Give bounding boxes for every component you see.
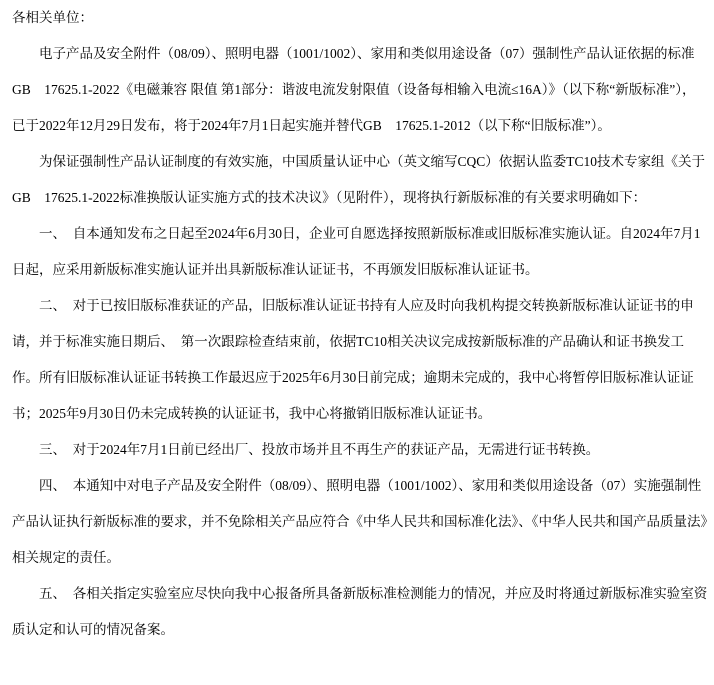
paragraph-item-2: 二、 对于已按旧版标准获证的产品，旧版标准认证证书持有人应及时向我机构提交转换新版标准认证证书的申请，并于标准实施日期后、 第一次跟踪检查结束前，依据TC10相关决议完成按新版标准的产品确认和证书换发工作。所有旧版标准认证证书转换工作最迟应于2025年6月30日前完成；逾期未完成的，我中心将暂停旧版标准认证证书；2025年9月30日仍未完成转换的认证证书，我中心将撤销旧版标准认证证书。 [12, 298, 694, 421]
paragraph-implementation-intro: 为保证强制性产品认证制度的有效实施，中国质量认证中心（英文缩写CQC）依据认监委TC10技术专家组《关于GB 17625.1-2022标准换版认证实施方式的技术决议》（见附件），现将执行新版标准的有关要求明确如下： [12, 154, 706, 205]
paragraph-standard-announcement: 电子产品及安全附件（08/09）、照明电器（1001/1002）、家用和类似用途设备（07）强制性产品认证依据的标准GB 17625.1-2022《电磁兼容 限值 第1部分：谐波电流发射限值（设备每相输入电流≤16A）》（以下称“新版标准”），已于2022年12月29日发布，将于2024年7月1日起实施并替代GB 17625.1-2012（以下称“旧版标准”）。 [12, 46, 696, 133]
paragraph-item-4: 四、 本通知中对电子产品及安全附件（08/09）、照明电器（1001/1002）、家用和类似用途设备（07）实施强制性产品认证执行新版标准的要求，并不免除相关产品应符合《中华人民共和国标准化法》、《中华人民共和国产品质量法》相关规定的责任。 [12, 478, 708, 565]
paragraph-item-5: 五、 各相关指定实验室应尽快向我中心报备所具备新版标准检测能力的情况，并应及时将通过新版标准实验室资质认定和认可的情况备案。 [12, 586, 708, 637]
salutation: 各相关单位： [12, 10, 93, 25]
paragraph-item-3: 三、 对于2024年7月1日前已经出厂、投放市场并且不再生产的获证产品，无需进行证书转换。 [39, 442, 600, 457]
paragraph-item-1: 一、 自本通知发布之日起至2024年6月30日，企业可自愿选择按照新版标准或旧版标准实施认证。自2024年7月1日起，应采用新版标准实施认证并出具新版标准认证证书，不再颁发旧版标准认证证书。 [12, 226, 701, 277]
